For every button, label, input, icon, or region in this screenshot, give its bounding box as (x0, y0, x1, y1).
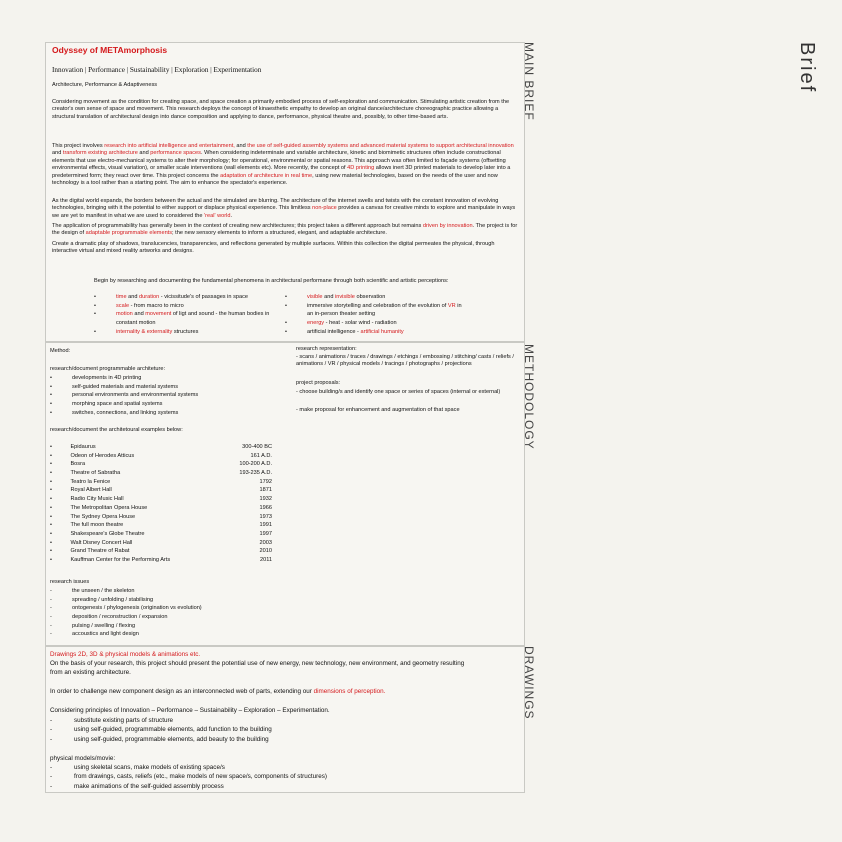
perception-motion: motion (116, 311, 133, 318)
perceptions-intro: Begin by researching and documenting the fundamental phenomena in architectural performane through both scientific and artistic perceptions: (94, 278, 449, 284)
list-item-text: substitute existing parts of structure (74, 717, 174, 724)
p2-text-g: and (137, 150, 151, 157)
project-proposals-label: project proposals: (296, 380, 341, 386)
p4-highlight-innovation: driven by innovation (422, 223, 473, 229)
list-item (50, 504, 272, 513)
list-item (50, 391, 198, 400)
bullet: • (50, 452, 52, 459)
list-item-text: Radio City Music Hall (70, 496, 124, 503)
physical-models-label: physical models/movie: (50, 755, 116, 762)
perception-constant-motion: constant motion (116, 320, 156, 327)
methodology-panel (45, 342, 525, 646)
perception-in: in (455, 302, 462, 309)
bullet: • (50, 504, 52, 511)
list-item-text: using skeletal scans, make models of existing space/s (74, 764, 225, 771)
list-item-text: spreading / unfolding / stabilising (72, 596, 154, 603)
list-item (50, 630, 202, 639)
list-item-text: Shakespeare's Globe Theatre (70, 530, 145, 537)
list-item-date: 1973 (259, 513, 272, 520)
list-item (50, 735, 272, 744)
perceptions-right-list (285, 293, 495, 336)
perception-and: and (322, 294, 335, 300)
bullet: • (94, 302, 96, 309)
proposal-item: - choose building/s and identify one space or series of spaces (internal or external) (296, 389, 501, 395)
bullet: - (50, 773, 53, 781)
p4-text-a: The application of programmability has generally been in the context of creating new architectures; this project takes a different approach but remains (52, 223, 423, 229)
list-item-date: 1997 (259, 530, 272, 537)
list-item-text: Theatre of Sabratha (70, 470, 121, 477)
list-item-text: The full moon theatre (70, 522, 124, 529)
research-representation-text: - scans / animations / traces / drawings / etchings / embossing / stitching/ casts / reliefs / animations / VR / physical models / tracings / photographs / projections (296, 354, 514, 368)
method-label: Method: (50, 348, 71, 354)
project-tagline: Architecture, Performance & Adaptiveness (52, 82, 158, 88)
bullet: - (50, 596, 52, 603)
bullet: • (285, 294, 287, 300)
list-item-date: 193-235 A.D. (239, 470, 272, 477)
list-item-text: The Metropolitan Opera House (70, 504, 148, 511)
list-item-text: Grand Theatre of Rabat (70, 548, 130, 555)
list-item (50, 478, 272, 487)
list-item (285, 293, 495, 302)
list-item-text: Bosra (70, 461, 86, 468)
perception-observation: observation (354, 294, 386, 300)
perception-duration: duration (139, 294, 160, 300)
list-item-text: deposition / reconstruction / expansion (72, 614, 168, 621)
p2-text-m: , using new material technologies, based on the needs of the user and now technology is a tool rather than a starting point. The aim to enhance the spectator's experience. (52, 172, 498, 187)
perception-light-sound: of ligt and sound - the human bodies in (171, 311, 270, 318)
programmability-paragraph (52, 223, 520, 238)
p4-text-c: . The project is for the design of (52, 223, 518, 237)
list-item-text: accoustics and light design (72, 631, 139, 638)
project-title: Odyssey of METAmorphosis (52, 45, 168, 55)
list-item-date: 2010 (259, 548, 272, 555)
list-item (50, 587, 202, 596)
bullet: • (50, 496, 52, 503)
list-item (50, 521, 272, 530)
list-item-text: make animations of the self-guided assembly process (74, 782, 224, 790)
bullet: - (50, 717, 53, 724)
list-item-text: morphing space and spatial systems (72, 401, 163, 408)
p2-text-a: This project involves (52, 143, 105, 149)
list-item-text: pulsing / swelling / flexing (72, 622, 136, 629)
list-item-text: ontogenesis / phylogenesis (origination vs evolution) (72, 605, 202, 612)
list-item (50, 443, 272, 452)
p2-highlight-adaptation: adaptation of architecture in real time (220, 172, 313, 179)
perception-time: time (116, 294, 127, 300)
challenge-paragraph (50, 687, 385, 696)
brief-sheet (45, 42, 525, 792)
list-item-text: developments in 4D printing (72, 375, 142, 381)
bullet: • (50, 522, 52, 529)
bullet: • (50, 409, 52, 416)
list-item (50, 725, 272, 734)
project-paragraph (52, 143, 520, 187)
p3-text-e: . (230, 212, 233, 219)
list-item (50, 539, 272, 548)
list-item (50, 782, 327, 791)
project-subtitle: Innovation | Performance | Sustainability | Exploration | Experimentation (52, 66, 262, 74)
list-item-date: 1991 (259, 522, 272, 529)
list-item-text: Teatro la Fenice (70, 478, 111, 485)
perception-macro: - from macro to micro (129, 302, 184, 309)
bullet: • (285, 302, 287, 309)
p2-highlight-spaces: performance spaces (150, 150, 201, 157)
examples-label: research/document the architetoural examples below: (50, 427, 183, 433)
list-item (285, 302, 495, 311)
perception-storytelling: immersive storytelling and celebration of the evolution of (307, 302, 448, 309)
list-item-date: 1871 (259, 487, 272, 494)
drawings-panel (45, 646, 525, 793)
perception-structures: structures (172, 328, 199, 335)
bullet: • (50, 470, 52, 477)
list-item-text: the unseen / the skeleton (72, 588, 135, 594)
p2-text-k: allows inert 3D printed materials to develop later into a predetermined form; they react over time. This project concerns the (52, 165, 511, 179)
list-item (50, 409, 198, 418)
bullet: • (50, 539, 52, 546)
p2-text-c: and (234, 143, 248, 149)
bullet: - (50, 588, 52, 594)
list-item-text: self-guided materials and material systems (72, 383, 179, 390)
list-item (50, 596, 202, 605)
bullet: • (50, 548, 52, 555)
p3-text-a: As the digital world expands, the borders between the actual and the simulated are blurring. The architecture of the internet swells and twists with the constant innovation of evolving technologies, bringing with it the potential to either support or displace physical experience. This limitless (52, 198, 499, 212)
perception-theater: an in-person theater setting (307, 311, 376, 318)
research-representation-label: research representation: (296, 346, 357, 352)
perception-and: and (126, 294, 140, 300)
perception-vr: VR (447, 302, 456, 309)
bullet: • (50, 513, 52, 520)
p2-text-e: and (52, 150, 63, 157)
main-brief-panel (45, 42, 525, 342)
list-item (94, 328, 284, 337)
list-item (50, 547, 272, 556)
programmable-list (50, 374, 198, 417)
list-item (50, 495, 272, 504)
list-item (50, 452, 272, 461)
list-item-text: Walt Disney Concert Hall (70, 539, 133, 546)
main-brief-side-label: MAIN BRIEF (522, 42, 536, 121)
list-item-text: Odeon of Herodes Atticus (70, 452, 135, 459)
list-item (50, 530, 272, 539)
p2-highlight-assembly: the use of self-guided assembly systems and advanced material systems to support architectural innovation (247, 143, 514, 149)
list-item-date: 300-400 BC (242, 444, 272, 450)
list-item (50, 469, 272, 478)
list-item-date: 161 A.D. (250, 452, 272, 459)
bullet: - (50, 735, 53, 743)
list-item-continued (94, 319, 284, 328)
bullet: • (50, 392, 52, 399)
bullet: - (50, 631, 52, 638)
programmable-label: research/document programmable architeture: (50, 366, 166, 372)
bullet: - (50, 622, 52, 629)
bullet: - (50, 764, 53, 771)
principles-line: Considering principles of Innovation – Performance – Sustainability – Exploration – Experimentation. (50, 707, 330, 714)
list-item (94, 302, 284, 311)
list-item-text: Kauffman Center for the Performing Arts (70, 556, 171, 563)
perception-passages: - vicissitude's of passages in space (159, 294, 248, 300)
bullet: • (50, 461, 52, 468)
list-item (50, 374, 198, 383)
list-item (50, 716, 272, 725)
challenge-text: In order to challenge new component design as an interconnected web of parts, extending our (50, 688, 314, 695)
list-item (50, 460, 272, 469)
list-item-date: 100-200 A.D. (239, 461, 272, 468)
bullet: - (50, 782, 53, 790)
list-item-date: 1932 (259, 496, 272, 503)
challenge-highlight: dimensions of perception. (313, 688, 386, 695)
perception-heat: - heat - solar wind - radiation (324, 320, 397, 327)
list-item (285, 319, 495, 328)
list-item (50, 622, 202, 631)
bullet: • (94, 294, 96, 300)
list-item-text: personal environments and environmental systems (72, 392, 199, 399)
list-item (50, 383, 198, 392)
list-item-text: from drawings, casts, reliefs (etc., make models of new space/s, components of structures) (74, 773, 328, 781)
perception-movement: movement (145, 311, 172, 318)
list-item-date: 1792 (259, 478, 272, 485)
list-item (285, 328, 495, 337)
perception-humanity: artificial humanity (360, 328, 404, 335)
perception-visible: visible (307, 294, 323, 300)
list-item (50, 400, 198, 409)
drawings-side-label: DRAWINGS (522, 646, 536, 720)
drawings-heading: Drawings 2D, 3D & physical models & animations etc. (50, 651, 201, 658)
p3-highlight-nonplace: non-place (312, 205, 337, 212)
list-item-text: using self-guided, programmable elements, add function to the building (74, 726, 272, 734)
list-item (50, 486, 272, 495)
list-item (50, 763, 327, 772)
list-item (50, 556, 272, 565)
bullet: • (50, 383, 52, 390)
bullet: - (50, 605, 52, 612)
intro-paragraph: Considering movement as the condition for creating space, and space creation a primarily embodied process of self-exploration and communication. Stimulating artistic creation from the creator's own sense of space and movement. This research deploys the concept of kinaesthetic empathy to develop an original dance/architecture choreographic practice allowing a structural translation of architectural design into dance composition and applying to dance, performance, physical theatre and, possibly, to other time-based arts. (52, 99, 510, 120)
examples-list (50, 443, 272, 565)
bullet: • (50, 444, 52, 450)
drawings-intro: On the basis of your research, this project should present the potential use of new energy, new technology, new environment, and geometry resulting from an existing architecture. (50, 660, 465, 677)
list-item (94, 293, 284, 302)
p3-text-c: provides a canvas for creative minds to explore and manipulate in ways we are yet to manifest in what we are used to considered the (52, 205, 516, 219)
perception-energy: energy (307, 320, 325, 327)
list-item-date: 2003 (259, 539, 272, 546)
list-item-continued (285, 310, 495, 319)
list-item (50, 772, 327, 781)
p4-highlight-elements: adaptable programmable elements (85, 230, 173, 237)
list-item-text: switches, connections, and linking systems (72, 409, 179, 416)
list-item (94, 310, 284, 319)
shadows-paragraph: Create a dramatic play of shadows, translucencies, transparencies, and reflections generated by multiple surfaces. Within this collection the digital permeates the physical, through interactive virtual and mixed reality artworks and designs. (52, 241, 495, 255)
p4-text-e: ; the new sensory elements to inform a structured, elegant, and adaptable architecture. (172, 230, 387, 237)
issues-label: research issues (50, 579, 90, 585)
list-item (50, 513, 272, 522)
perception-scale: scale (116, 302, 130, 309)
list-item-text: Epidaurus (70, 444, 96, 450)
perception-ai: artificial intelligence - (307, 328, 361, 335)
bullet: • (50, 530, 52, 537)
p2-text-i: . When considering indeterminate and variable architecture, kinetic and biomimetic structures often include constructional elements that use electro-mechanical systems to alter their morphology; for operational, environmental or spatial reasons. This approach was often limited to façade systems (offsetting environmental effects, visual variation), or smaller scale interventions (wall elements etc). More recently, the concept of (52, 150, 506, 172)
bullet: • (50, 487, 52, 494)
bullet: • (50, 401, 52, 408)
p2-highlight-ai: research into artificial intelligence and entertainment, (104, 143, 235, 149)
p2-highlight-4d: 4D printing (347, 165, 375, 172)
issues-list (50, 587, 202, 639)
list-item-text: using self-guided, programmable elements, add beauty to the building (74, 735, 269, 743)
bullet: • (94, 328, 96, 335)
list-item (50, 613, 202, 622)
bullet: • (50, 375, 52, 381)
p3-highlight-realworld: 'real' world (204, 212, 231, 219)
perception-invisible: invisible (335, 294, 355, 300)
list-item-date: 2011 (259, 556, 272, 563)
list-item-text: The Sydney Opera House (70, 513, 136, 520)
bullet: • (94, 311, 96, 318)
physical-models-list (50, 763, 327, 791)
bullet: - (50, 726, 53, 734)
brief-side-label: Brief (796, 42, 818, 94)
bullet: • (285, 328, 287, 335)
bullet: • (285, 320, 287, 327)
p2-highlight-transform: transform existing architecture (62, 150, 138, 157)
list-item (50, 604, 202, 613)
principles-list (50, 716, 272, 744)
perception-and: and (132, 311, 146, 318)
list-item-text: Royal Albert Hall (70, 487, 112, 494)
perception-internality: internality & externality (116, 328, 173, 335)
methodology-side-label: METHODOLOGY (522, 344, 536, 450)
proposal-item: - make proposal for enhancement and augmentation of that space (296, 407, 460, 413)
list-item-date: 1966 (259, 504, 272, 511)
digital-paragraph (52, 198, 520, 220)
bullet: • (50, 556, 52, 563)
perceptions-left-list (94, 293, 284, 336)
bullet: - (50, 614, 52, 621)
bullet: • (50, 478, 52, 485)
